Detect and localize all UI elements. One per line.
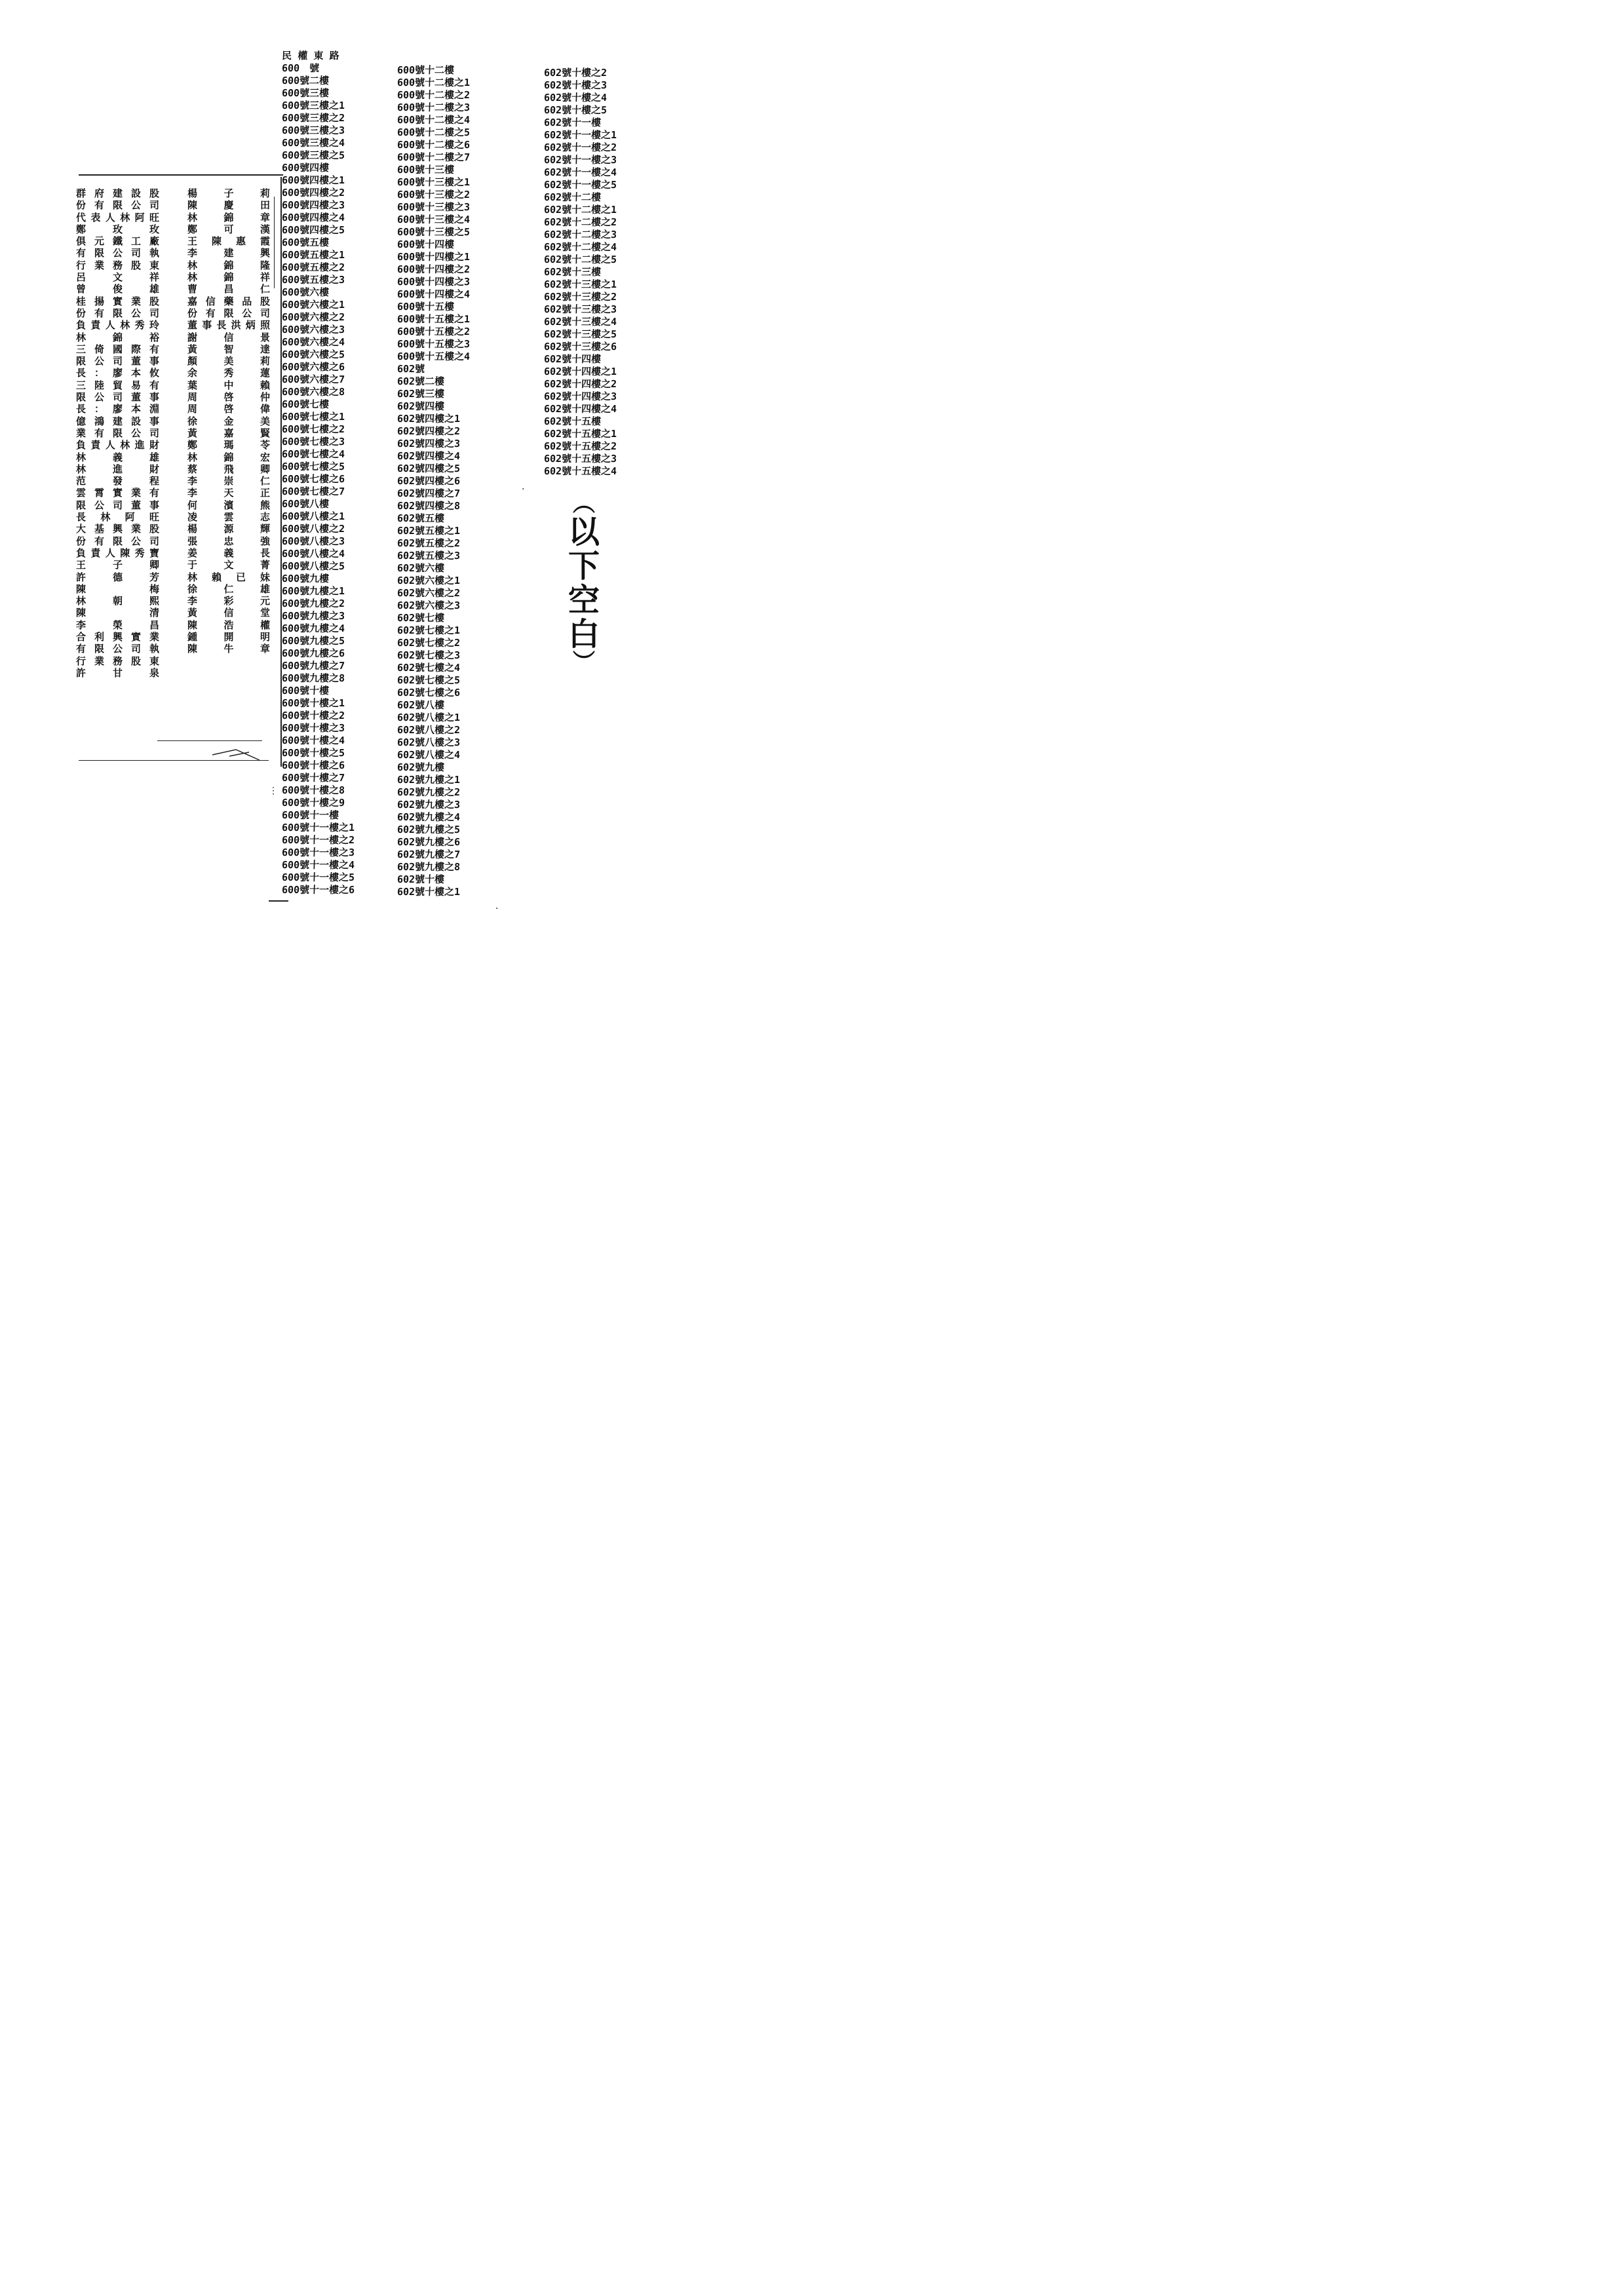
address-entry: 602號七樓之5 (396, 674, 461, 686)
address-entry: 602號十一樓之3 (543, 154, 617, 166)
address-entry: 602號七樓之1 (396, 624, 461, 636)
address-entry: 602號七樓 (396, 612, 445, 624)
name-entry: 許 德 芳 (76, 571, 161, 583)
name-entry: 謝 信 景 (187, 331, 270, 343)
name-entry: 份有限公司 (76, 199, 161, 212)
address-entry: 600號十五樓 (396, 301, 455, 313)
address-entry: 600號七樓之2 (281, 423, 345, 435)
closing-note-char: 空 (568, 582, 600, 619)
address-entry: 600號七樓之4 (281, 448, 345, 460)
address-entry: 602號五樓之2 (396, 537, 461, 549)
name-entry: 李 天 正 (187, 487, 270, 499)
name-entry: 張 忠 強 (187, 535, 270, 547)
address-entry: 602號九樓之1 (396, 774, 461, 786)
address-entry: 602號四樓之5 (396, 463, 461, 474)
name-entry: 何 濱 熊 (187, 499, 270, 511)
address-entry: 602號十一樓之5 (543, 179, 617, 191)
address-entry: 602號四樓之3 (396, 438, 461, 450)
address-entry: 600號十四樓 (396, 239, 455, 250)
address-entry: 602號十樓之4 (543, 92, 608, 104)
name-entry: 雲霄實業有 (76, 487, 161, 499)
name-entry: 負責人林秀玲 (76, 319, 161, 332)
name-entry: 范 發 程 (76, 475, 161, 488)
address-entry: 602號五樓之3 (396, 550, 461, 562)
address-entry: 600號十樓之3 (281, 722, 345, 734)
address-entry: 600號九樓之2 (281, 598, 345, 609)
name-entry: 于 文 菁 (187, 559, 270, 571)
name-entry: 林 錦 祥 (187, 271, 270, 284)
address-entry: 602號十三樓 (543, 266, 602, 278)
address-entry: 600號四樓之3 (281, 199, 345, 211)
address-entry: 600號十五樓之3 (396, 338, 471, 350)
name-entry: 鄭 玫 玫 (76, 223, 161, 235)
address-entry: 600 號 (281, 62, 320, 74)
address-entry: 600號十四樓之1 (396, 251, 471, 263)
address-entry: 600號三樓之3 (281, 124, 345, 136)
name-entry: 林 朝 熙 (76, 595, 161, 607)
address-entry: 600號十樓之2 (281, 710, 345, 721)
address-entry: 602號十三樓之3 (543, 303, 617, 315)
address-entry: 600號八樓之3 (281, 535, 345, 547)
address-entry: 600號十一樓之1 (281, 822, 355, 833)
name-entry: 陳 梅 (76, 583, 161, 595)
address-entry: 600號六樓之1 (281, 299, 345, 311)
address-entry: 600號十樓之9 (281, 797, 345, 809)
address-entry: 600號十四樓之2 (396, 263, 471, 275)
name-entry: 份有限公司 (76, 535, 161, 547)
name-entry: 楊 子 莉 (187, 187, 270, 199)
name-entry: 三倚國際有 (76, 343, 161, 355)
address-entry: 602號十三樓之1 (543, 278, 617, 290)
address-entry: 602號四樓之1 (396, 413, 461, 425)
name-entry: 鄭 可 漢 (187, 223, 270, 235)
address-entry: 602號八樓之3 (396, 737, 461, 748)
name-entry: 俱元鐵工廠 (76, 235, 161, 248)
address-entry: 600號四樓之1 (281, 174, 345, 186)
address-entry: 600號六樓之5 (281, 349, 345, 360)
name-entry: 陳 慶 田 (187, 199, 270, 212)
address-entry: 600號六樓之7 (281, 373, 345, 385)
address-column-2 (397, 64, 470, 898)
closing-note-open-paren: ︵ (573, 491, 595, 517)
address-entry: 600號十一樓之6 (281, 884, 355, 896)
address-entry: 602號二樓 (396, 375, 445, 387)
name-entry: 李 建 興 (187, 247, 270, 259)
name-entry: 許 甘 泉 (76, 666, 161, 679)
address-entry: 602號九樓之4 (396, 811, 461, 823)
address-entry: 600號十二樓 (396, 64, 455, 76)
address-entry: 602號十四樓 (543, 353, 602, 365)
name-entry: 林 錦 章 (187, 211, 270, 223)
address-entry: 600號九樓 (281, 573, 330, 584)
address-entry: 600號八樓之5 (281, 560, 345, 572)
address-entry: 602號十四樓之1 (543, 366, 617, 377)
name-entry: 姜 義 長 (187, 546, 270, 559)
address-entry: 602號十三樓之4 (543, 316, 617, 328)
address-entry: 602號十樓之2 (543, 67, 608, 79)
address-entry: 602號十一樓之4 (543, 166, 617, 178)
address-entry: 600號二樓 (281, 75, 330, 86)
middle-names-column (187, 187, 270, 655)
address-entry: 602號七樓之3 (396, 649, 461, 661)
address-entry: 602號十樓 (396, 873, 445, 885)
address-entry: 602號十五樓之3 (543, 453, 617, 465)
name-entry: 桂揚實業股 (76, 295, 161, 307)
address-entry: 602號十四樓之4 (543, 403, 617, 415)
name-entry: 陳 牛 章 (187, 643, 270, 655)
address-entry: 602號十五樓 (543, 415, 602, 427)
address-entry: 600號三樓之5 (281, 149, 345, 161)
margin-dot-3: · (495, 904, 499, 914)
address-entry: 602號九樓之6 (396, 836, 461, 848)
name-entry: 大基興業股 (76, 523, 161, 535)
address-entry: 600號八樓之4 (281, 548, 345, 560)
address-entry: 600號九樓之5 (281, 635, 345, 647)
address-entry: 602號五樓之1 (396, 525, 461, 537)
left-names-column (76, 187, 161, 679)
address-entry: 600號十五樓之1 (396, 313, 471, 325)
address-entry: 602號十二樓 (543, 191, 602, 203)
closing-note-char: 以 (568, 514, 600, 550)
address-entry: 602號十二樓之2 (543, 216, 617, 228)
address-entry: 602號三樓 (396, 388, 445, 400)
address-entry: 600號十三樓之2 (396, 189, 471, 201)
name-entry: 徐 仁 雄 (187, 583, 270, 595)
name-entry: 長：廖本攸 (76, 367, 161, 379)
end-slash-mark (210, 743, 262, 763)
name-entry: 有限公司執 (76, 247, 161, 259)
address-entry: 600號十樓之1 (281, 697, 345, 709)
address-entry: 602號九樓之3 (396, 799, 461, 811)
address-entry: 602號四樓 (396, 400, 445, 412)
address-entry: 600號十三樓之3 (396, 201, 471, 213)
address-entry: 600號五樓之1 (281, 249, 345, 261)
name-entry: 億鴻建設事 (76, 415, 161, 427)
name-entry: 林 錦 宏 (187, 451, 270, 463)
address-entry: 600號四樓之4 (281, 212, 345, 223)
address-entry: 民 權 東 路 (281, 50, 341, 62)
address-entry: 600號十三樓 (396, 164, 455, 176)
closing-note-char: 下 (568, 548, 600, 584)
address-entry: 602號 (396, 363, 425, 375)
name-entry: 群府建設股 (76, 187, 161, 199)
address-entry: 600號十樓之7 (281, 772, 345, 784)
address-entry: 602號十二樓之1 (543, 204, 617, 216)
name-entry: 周 啓 偉 (187, 403, 270, 415)
address-entry: 602號六樓之3 (396, 600, 461, 611)
address-entry: 600號十二樓之4 (396, 114, 471, 126)
address-entry: 600號七樓之7 (281, 486, 345, 497)
address-entry: 600號十二樓之2 (396, 89, 471, 101)
address-entry: 602號十樓之3 (543, 79, 608, 91)
address-entry: 600號十二樓之1 (396, 77, 471, 88)
address-entry: 600號五樓之3 (281, 274, 345, 286)
address-entry: 602號十五樓之1 (543, 428, 617, 440)
address-entry: 602號十二樓之4 (543, 241, 617, 253)
address-entry: 600號七樓之3 (281, 436, 345, 448)
name-entry: 長林阿旺 (76, 511, 161, 524)
address-column-1 (282, 50, 355, 896)
address-entry: 600號八樓之1 (281, 510, 345, 522)
address-entry: 600號九樓之8 (281, 672, 345, 684)
address-entry: 602號八樓之4 (396, 749, 461, 761)
name-entry: 負責人林進財 (76, 439, 161, 451)
address-entry: 602號八樓 (396, 699, 445, 711)
address-entry: 600號七樓之1 (281, 411, 345, 423)
address-entry: 602號十五樓之4 (543, 465, 617, 477)
address-entry: 602號十四樓之3 (543, 391, 617, 402)
name-entry: 陳 清 (76, 607, 161, 619)
name-entry: 徐 金 美 (187, 415, 270, 427)
address-entry: 602號八樓之1 (396, 712, 461, 723)
address-entry: 602號十四樓之2 (543, 378, 617, 390)
name-entry: 限公司董事 (76, 355, 161, 368)
address-entry: 600號十二樓之3 (396, 102, 471, 113)
address-entry: 600號七樓 (281, 398, 330, 410)
name-entry: 顏 美 莉 (187, 355, 270, 368)
address-entry: 602號六樓之2 (396, 587, 461, 599)
name-entry: 代表人林阿旺 (76, 211, 161, 223)
address-entry: 600號九樓之1 (281, 585, 345, 597)
address-entry: 600號九樓之4 (281, 622, 345, 634)
address-entry: 602號七樓之6 (396, 687, 461, 698)
name-entry: 林 義 雄 (76, 451, 161, 463)
address-entry: 600號九樓之7 (281, 660, 345, 672)
top-rule (79, 174, 283, 176)
address-entry: 600號十三樓之1 (396, 176, 471, 188)
address-entry: 600號十二樓之5 (396, 126, 471, 138)
closing-note (565, 493, 603, 674)
name-entry: 楊 源 輝 (187, 523, 270, 535)
name-entry: 嘉信藥品股 (187, 295, 270, 307)
address-column-3 (544, 67, 617, 478)
name-entry: 葉 中 賴 (187, 379, 270, 391)
address-entry: 602號十三樓之2 (543, 291, 617, 303)
address-entry: 600號十四樓之4 (396, 288, 471, 300)
address-entry: 600號四樓 (281, 162, 330, 174)
address-entry: 600號三樓 (281, 87, 330, 99)
address-entry: 602號十樓之1 (396, 886, 461, 898)
address-entry: 602號五樓 (396, 512, 445, 524)
name-entry: 限公司董事 (76, 499, 161, 511)
address-entry: 600號四樓之2 (281, 187, 345, 199)
address-entry: 602號九樓之5 (396, 824, 461, 835)
address-entry: 600號六樓之8 (281, 386, 345, 398)
address-entry: 600號十一樓之2 (281, 834, 355, 846)
margin-dot: ⋮ (269, 786, 278, 796)
address-entry: 600號十一樓之4 (281, 859, 355, 871)
address-entry: 600號六樓之4 (281, 336, 345, 348)
name-entry: 有限公司執 (76, 643, 161, 655)
name-entry: 曹 昌 仁 (187, 283, 270, 296)
name-entry: 林 錦 隆 (187, 259, 270, 271)
address-entry: 602號四樓之7 (396, 488, 461, 499)
name-entry: 長：廖本淵 (76, 403, 161, 415)
name-entry: 凌 雲 志 (187, 511, 270, 524)
address-entry: 602號十三樓之5 (543, 328, 617, 340)
name-entry: 鄭 瑪 苓 (187, 439, 270, 451)
name-entry: 曾 俊 雄 (76, 283, 161, 296)
address-entry: 600號三樓之2 (281, 112, 345, 124)
name-entry: 余 秀 蓮 (187, 367, 270, 379)
name-entry: 林 進 財 (76, 463, 161, 475)
address-entry: 600號十樓之8 (281, 784, 345, 796)
address-entry: 602號四樓之6 (396, 475, 461, 487)
address-entry: 600號十樓之5 (281, 747, 345, 759)
address-entry: 600號十二樓之7 (396, 151, 471, 163)
name-entry: 鍾 開 明 (187, 630, 270, 643)
address-entry: 600號十一樓之3 (281, 847, 355, 858)
address-entry: 600號七樓之5 (281, 461, 345, 472)
name-entry: 黃 智 達 (187, 343, 270, 355)
bottom-rule (157, 740, 262, 741)
name-entry: 份有限公司 (76, 307, 161, 319)
address-entry: 600號三樓之1 (281, 100, 345, 111)
name-entry: 王 子 卿 (76, 559, 161, 571)
name-entry: 行業務股東 (76, 259, 161, 271)
address-entry: 600號十樓之6 (281, 759, 345, 771)
address-entry: 602號四樓之4 (396, 450, 461, 462)
address-entry: 600號三樓之4 (281, 137, 345, 149)
address-entry: 600號九樓之6 (281, 647, 345, 659)
name-entry: 份有限公司 (187, 307, 270, 319)
name-entry: 林 錦 裕 (76, 331, 161, 343)
address-entry: 602號十一樓 (543, 117, 602, 128)
address-entry: 602號九樓 (396, 761, 445, 773)
name-entry: 業有限公司 (76, 427, 161, 439)
address-entry: 600號十樓 (281, 685, 330, 697)
address-entry: 602號六樓之1 (396, 575, 461, 586)
address-entry: 600號八樓 (281, 498, 330, 510)
address-entry: 600號十二樓之6 (396, 139, 471, 151)
document-page (0, 0, 729, 1033)
name-entry: 黃 信 堂 (187, 607, 270, 619)
address-entry: 600號五樓 (281, 237, 330, 248)
name-entry: 蔡 飛 卿 (187, 463, 270, 475)
address-entry: 602號十五樓之2 (543, 440, 617, 452)
address-entry: 600號十三樓之5 (396, 226, 471, 238)
address-entry: 602號九樓之7 (396, 849, 461, 860)
address-entry: 600號八樓之2 (281, 523, 345, 535)
address-entry: 600號九樓之3 (281, 610, 345, 622)
address-entry: 600號七樓之6 (281, 473, 345, 485)
address-entry: 600號十一樓之5 (281, 871, 355, 883)
name-entry: 陳 浩 權 (187, 619, 270, 631)
address-entry: 600號六樓之2 (281, 311, 345, 323)
name-entry: 李 彩 元 (187, 595, 270, 607)
name-entry: 王陳惠霞 (187, 235, 270, 248)
closing-note-close-paren: ︶ (573, 649, 595, 676)
address-entry: 602號八樓之2 (396, 724, 461, 736)
address-entry: 602號四樓之8 (396, 500, 461, 512)
name-entry: 呂 文 祥 (76, 271, 161, 284)
address-entry: 600號四樓之5 (281, 224, 345, 236)
name-entry: 周 啓 仲 (187, 391, 270, 404)
address-entry: 602號七樓之4 (396, 662, 461, 674)
address-entry: 602號十三樓之6 (543, 341, 617, 353)
address-entry: 600號十一樓 (281, 809, 339, 821)
name-entry: 董事長洪炳照 (187, 319, 270, 332)
right-rule-inner (274, 197, 275, 288)
name-entry: 林 賴 已 妹 (187, 571, 270, 583)
name-entry: 三陸貿易有 (76, 379, 161, 391)
address-entry: 600號六樓 (281, 286, 330, 298)
address-entry: 602號十二樓之3 (543, 229, 617, 240)
name-entry: 負責人陳秀寶 (76, 546, 161, 559)
address-entry: 600號十樓之4 (281, 735, 345, 746)
address-entry: 600號六樓之6 (281, 361, 345, 373)
address-entry: 600號五樓之2 (281, 261, 345, 273)
name-entry: 李 崇 仁 (187, 475, 270, 488)
address-entry: 600號十五樓之2 (396, 326, 471, 337)
name-entry: 限公司董事 (76, 391, 161, 404)
name-entry: 李 榮 昌 (76, 619, 161, 631)
col1-bottom-tick (269, 900, 288, 902)
address-entry: 602號六樓 (396, 562, 445, 574)
address-entry: 600號十五樓之4 (396, 351, 471, 362)
address-entry: 600號六樓之3 (281, 324, 345, 335)
address-entry: 602號十一樓之1 (543, 129, 617, 141)
address-entry: 602號十一樓之2 (543, 142, 617, 153)
address-entry: 600號十四樓之3 (396, 276, 471, 288)
name-entry: 行業務股東 (76, 655, 161, 667)
address-entry: 602號九樓之8 (396, 861, 461, 873)
name-entry: 黃 嘉 賢 (187, 427, 270, 439)
margin-dot-2: · (522, 484, 525, 495)
closing-note-char: 白 (568, 616, 600, 653)
address-entry: 602號十樓之5 (543, 104, 608, 116)
address-entry: 602號十二樓之5 (543, 254, 617, 265)
address-entry: 600號十三樓之4 (396, 214, 471, 225)
address-entry: 602號七樓之2 (396, 637, 461, 649)
address-entry: 602號四樓之2 (396, 425, 461, 437)
name-entry: 合利興實業 (76, 630, 161, 643)
address-entry: 602號九樓之2 (396, 786, 461, 798)
